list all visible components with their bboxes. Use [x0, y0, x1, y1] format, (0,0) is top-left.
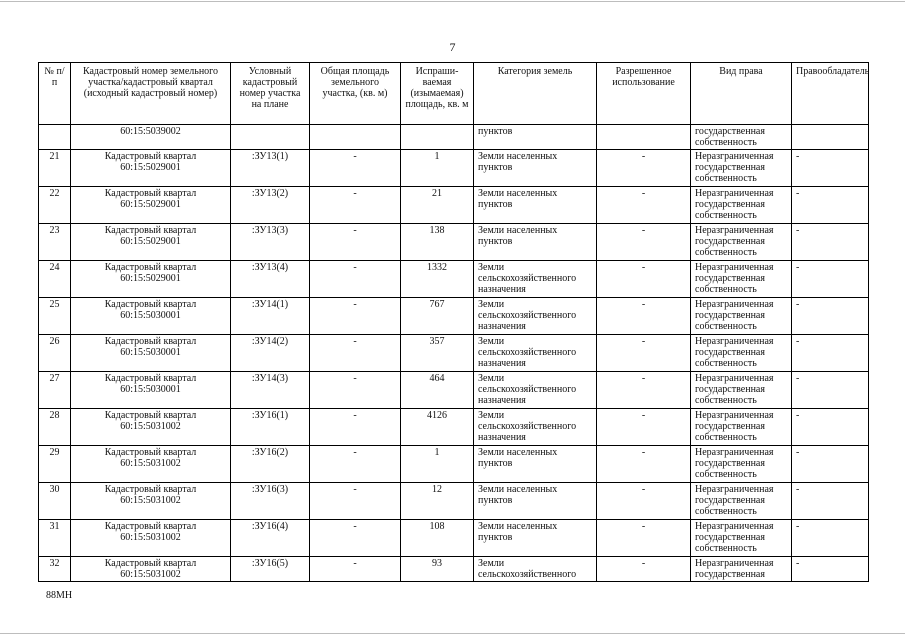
- cell-total-area: -: [310, 446, 401, 483]
- cell-owner: -: [792, 409, 869, 446]
- cell-land-category: Земли населенных пунктов: [474, 483, 597, 520]
- table-header-row: [39, 63, 869, 125]
- cell-conditional: :ЗУ16(3): [231, 483, 310, 520]
- cell-conditional: :ЗУ14(2): [231, 335, 310, 372]
- cell-land-category: Земли населенных пунктов: [474, 187, 597, 224]
- cell-right-type: государственная собственность: [691, 125, 792, 150]
- cell-land-category: Земли населенных пунктов: [474, 224, 597, 261]
- header-cadastral-number: Кадастровый номер земельного участка/кадастровый квартал (исходный кадастровый номер): [71, 63, 231, 125]
- page-number: 7: [449, 40, 456, 54]
- cell-cadastral: 60:15:5039002: [71, 125, 231, 150]
- cell-cadastral: Кадастровый квартал 60:15:5030001: [71, 372, 231, 409]
- cell-requested-area: 108: [401, 520, 474, 557]
- cell-land-category: Земли населенных пунктов: [474, 520, 597, 557]
- cell-owner: -: [792, 520, 869, 557]
- cell-requested-area: 1332: [401, 261, 474, 298]
- cell-number: 30: [39, 483, 71, 520]
- cell-permitted-use: -: [597, 298, 691, 335]
- cell-right-type: Неразграниченная государственная собственность: [691, 224, 792, 261]
- table-row: [39, 261, 869, 298]
- cell-requested-area: 1: [401, 446, 474, 483]
- cell-permitted-use: -: [597, 557, 691, 582]
- cell-cadastral: Кадастровый квартал 60:15:5030001: [71, 298, 231, 335]
- cell-land-category: пунктов: [474, 125, 597, 150]
- cell-requested-area: 357: [401, 335, 474, 372]
- cell-right-type: Неразграниченная государственная собственность: [691, 150, 792, 187]
- cell-land-category: Земли сельскохозяйственного назначения: [474, 372, 597, 409]
- cell-number: 32: [39, 557, 71, 582]
- header-permitted-use: Разрешенное использование: [597, 63, 691, 125]
- cell-number: 29: [39, 446, 71, 483]
- header-owner: Правообладатель: [792, 63, 869, 125]
- cell-conditional: :ЗУ13(1): [231, 150, 310, 187]
- cell-total-area: -: [310, 187, 401, 224]
- cell-cadastral: Кадастровый квартал 60:15:5031002: [71, 483, 231, 520]
- header-total-area: Общая площадь земельного участка, (кв. м): [310, 63, 401, 125]
- cell-number: 24: [39, 261, 71, 298]
- cell-owner: [792, 125, 869, 150]
- cell-right-type: Неразграниченная государственная: [691, 557, 792, 582]
- cell-owner: -: [792, 557, 869, 582]
- cell-cadastral: Кадастровый квартал 60:15:5029001: [71, 261, 231, 298]
- cell-conditional: :ЗУ13(3): [231, 224, 310, 261]
- cell-number: 22: [39, 187, 71, 224]
- cell-total-area: [310, 125, 401, 150]
- cell-land-category: Земли населенных пунктов: [474, 446, 597, 483]
- cell-cadastral: Кадастровый квартал 60:15:5031002: [71, 409, 231, 446]
- cell-conditional: [231, 125, 310, 150]
- cell-conditional: :ЗУ16(4): [231, 520, 310, 557]
- cell-right-type: Неразграниченная государственная собственность: [691, 298, 792, 335]
- cell-number: [39, 125, 71, 150]
- cell-cadastral: Кадастровый квартал 60:15:5030001: [71, 335, 231, 372]
- cell-requested-area: 1: [401, 150, 474, 187]
- cell-number: 21: [39, 150, 71, 187]
- table-row: [39, 335, 869, 372]
- cell-conditional: :ЗУ14(1): [231, 298, 310, 335]
- cell-owner: -: [792, 187, 869, 224]
- cell-requested-area: 464: [401, 372, 474, 409]
- cell-right-type: Неразграниченная государственная собственность: [691, 372, 792, 409]
- cell-cadastral: Кадастровый квартал 60:15:5029001: [71, 150, 231, 187]
- cell-total-area: -: [310, 372, 401, 409]
- scan-edge-bottom: [0, 633, 905, 634]
- cell-land-category: Земли населенных пунктов: [474, 150, 597, 187]
- table-row: [39, 298, 869, 335]
- cell-owner: -: [792, 446, 869, 483]
- table-row: [39, 224, 869, 261]
- cell-permitted-use: -: [597, 483, 691, 520]
- cell-total-area: -: [310, 150, 401, 187]
- cell-land-category: Земли сельскохозяйственного назначения: [474, 409, 597, 446]
- cell-number: 28: [39, 409, 71, 446]
- cell-total-area: -: [310, 335, 401, 372]
- cell-cadastral: Кадастровый квартал 60:15:5029001: [71, 187, 231, 224]
- cell-permitted-use: -: [597, 520, 691, 557]
- cell-total-area: -: [310, 409, 401, 446]
- table-row: [39, 520, 869, 557]
- cell-conditional: :ЗУ16(1): [231, 409, 310, 446]
- cell-owner: -: [792, 150, 869, 187]
- footer-document-code: 88МН: [46, 590, 73, 601]
- cell-permitted-use: -: [597, 446, 691, 483]
- cell-land-category: Земли сельскохозяйственного назначения: [474, 298, 597, 335]
- cell-requested-area: 138: [401, 224, 474, 261]
- table-row: [39, 150, 869, 187]
- cell-owner: -: [792, 483, 869, 520]
- cell-permitted-use: -: [597, 187, 691, 224]
- cell-right-type: Неразграниченная государственная собственность: [691, 483, 792, 520]
- cell-conditional: :ЗУ13(4): [231, 261, 310, 298]
- cell-total-area: -: [310, 298, 401, 335]
- cell-conditional: :ЗУ16(5): [231, 557, 310, 582]
- cell-permitted-use: -: [597, 150, 691, 187]
- header-number: № п/п: [39, 63, 71, 125]
- cell-cadastral: Кадастровый квартал 60:15:5031002: [71, 520, 231, 557]
- cell-conditional: :ЗУ13(2): [231, 187, 310, 224]
- table-row: [39, 557, 869, 582]
- cell-conditional: :ЗУ16(2): [231, 446, 310, 483]
- cell-owner: -: [792, 335, 869, 372]
- cell-requested-area: 21: [401, 187, 474, 224]
- table-row: [39, 372, 869, 409]
- cell-total-area: -: [310, 520, 401, 557]
- cell-permitted-use: -: [597, 335, 691, 372]
- cell-right-type: Неразграниченная государственная собственность: [691, 409, 792, 446]
- cell-total-area: -: [310, 483, 401, 520]
- cell-requested-area: 93: [401, 557, 474, 582]
- land-plots-table: [38, 62, 869, 582]
- table-row: [39, 446, 869, 483]
- cell-number: 25: [39, 298, 71, 335]
- cell-cadastral: Кадастровый квартал 60:15:5031002: [71, 446, 231, 483]
- cell-right-type: Неразграниченная государственная собственность: [691, 335, 792, 372]
- cell-cadastral: Кадастровый квартал 60:15:5031002: [71, 557, 231, 582]
- cell-number: 27: [39, 372, 71, 409]
- cell-owner: -: [792, 372, 869, 409]
- cell-right-type: Неразграниченная государственная собственность: [691, 187, 792, 224]
- cell-number: 26: [39, 335, 71, 372]
- cell-total-area: -: [310, 261, 401, 298]
- cell-permitted-use: [597, 125, 691, 150]
- cell-right-type: Неразграниченная государственная собственность: [691, 261, 792, 298]
- cell-land-category: Земли сельскохозяйственного: [474, 557, 597, 582]
- cell-conditional: :ЗУ14(3): [231, 372, 310, 409]
- cell-permitted-use: -: [597, 224, 691, 261]
- table-row: [39, 483, 869, 520]
- header-conditional-number: Условный кадастровый номер участка на плане: [231, 63, 310, 125]
- cell-land-category: Земли сельскохозяйственного назначения: [474, 261, 597, 298]
- cell-total-area: -: [310, 224, 401, 261]
- cell-owner: -: [792, 298, 869, 335]
- cell-cadastral: Кадастровый квартал 60:15:5029001: [71, 224, 231, 261]
- cell-owner: -: [792, 224, 869, 261]
- cell-right-type: Неразграниченная государственная собственность: [691, 520, 792, 557]
- cell-permitted-use: -: [597, 261, 691, 298]
- header-land-category: Категория земель: [474, 63, 597, 125]
- cell-requested-area: 12: [401, 483, 474, 520]
- cell-number: 31: [39, 520, 71, 557]
- cell-permitted-use: -: [597, 409, 691, 446]
- cell-requested-area: 4126: [401, 409, 474, 446]
- cell-requested-area: 767: [401, 298, 474, 335]
- header-right-type: Вид права: [691, 63, 792, 125]
- scan-edge-top: [0, 1, 905, 2]
- table-row: [39, 409, 869, 446]
- cell-permitted-use: -: [597, 372, 691, 409]
- cell-total-area: -: [310, 557, 401, 582]
- cell-owner: -: [792, 261, 869, 298]
- cell-requested-area: [401, 125, 474, 150]
- table-row-continued: [39, 125, 869, 150]
- table-row: [39, 187, 869, 224]
- cell-number: 23: [39, 224, 71, 261]
- cell-land-category: Земли сельскохозяйственного назначения: [474, 335, 597, 372]
- header-requested-area: Испраши-ваемая (изымаемая) площадь, кв. м: [401, 63, 474, 125]
- cell-right-type: Неразграниченная государственная собственность: [691, 446, 792, 483]
